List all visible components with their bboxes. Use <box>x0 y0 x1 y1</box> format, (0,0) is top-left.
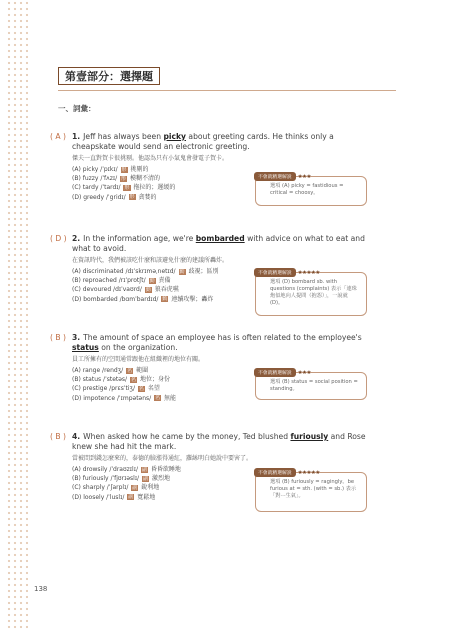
star-rating: ★★★★★ <box>297 269 320 276</box>
subsection-heading: 一、詞彙： <box>58 104 96 113</box>
pos-tag: 形 <box>129 194 135 201</box>
pos-tag: 動 <box>149 277 155 284</box>
question-text: 4. When asked how he came by the money, Ted blushed furiously and Rose knew she had hit the mark. <box>72 432 366 451</box>
translation: 當被問到錢怎麼來的，泰德的臉漲得通紅，蘿絲明白她說中要害了。 <box>72 455 253 462</box>
page-number: 138 <box>34 585 48 593</box>
hint-text: 選項 (B) furiously = ragingly。be furious at = sth. (with = sb.) 表示「對⋯生氣」。 <box>270 479 357 499</box>
hint-text: 選項 (A) picky = fastidious = critical = choosy。 <box>270 183 344 196</box>
star-rating: ★★★★★ <box>297 469 320 476</box>
option-b: (B) furiously /ˈfjʊrɪəslɪ/ 副 激烈地 <box>72 475 170 483</box>
option-b: (B) fuzzy /ˈfʌzɪ/ 形 模糊不清的 <box>72 175 160 183</box>
question-text: 3. The amount of space an employee has is often related to the employee's status on the organization. <box>72 333 362 352</box>
question-number: 3. <box>72 333 81 342</box>
option-a: (A) discriminated /dɪˈskrɪməˌnetɪd/ 動 歧視；區別 <box>72 268 219 275</box>
hint-label: 不會就精選解說 <box>254 468 296 477</box>
option-d: (D) impotence /ˈɪmpətəns/ 名 無能 <box>72 394 177 402</box>
question-text: 1. Jeff has always been picky about greeting cards. He thinks only a cheapskate would send an electronic greeting. <box>72 132 334 151</box>
pos-tag: 動 <box>179 268 185 275</box>
star-rating: ★★★ <box>297 173 311 180</box>
option-a: (A) picky /ˈpɪkɪ/ 形 挑剔的 <box>72 166 149 173</box>
question-text: 2. In the information age, we're bombarded with advice on what to eat and what to avoid. <box>72 234 365 253</box>
pos-tag: 動 <box>162 296 168 303</box>
option-a: (A) range /rendʒ/ 名 範圍 <box>72 367 149 374</box>
translation: 在資訊時代，我們被該吃什麼和該避免什麼的建議所轟炸。 <box>72 257 229 264</box>
pos-tag: 動 <box>145 286 151 293</box>
option-d: (D) greedy /ˈgridɪ/ 形 貪婪的 <box>72 193 157 201</box>
answer-mark: ( D ) <box>50 234 67 243</box>
option-d: (D) bombarded /bɑmˈbardɪd/ 動 連續攻擊；轟炸 <box>72 295 214 303</box>
keyword: picky <box>163 132 186 141</box>
hint-label: 不會就精選解說 <box>254 268 296 277</box>
translation: 傑夫一直對賀卡很挑剔。他認為只有小氣鬼會發電子賀卡。 <box>72 155 229 162</box>
keyword: furiously <box>290 432 329 441</box>
answer-mark: ( B ) <box>50 432 66 441</box>
translation: 員工所擁有的空間通常跟他在組織裡的地位有關。 <box>72 356 205 363</box>
pos-tag: 名 <box>127 367 133 374</box>
pos-tag: 名 <box>138 385 144 392</box>
keyword: status <box>72 343 99 352</box>
hint-label: 不會就精選解說 <box>254 368 296 377</box>
hint-box <box>255 469 367 512</box>
keyword: bombarded <box>195 234 245 243</box>
section-title: 第壹部分：選擇題 <box>58 67 160 85</box>
option-b: (B) reproached /rɪˈprotʃt/ 動 責備 <box>72 277 171 285</box>
hint-box <box>255 269 367 316</box>
hint-label: 不會就精選解說 <box>254 172 296 181</box>
pos-tag: 副 <box>132 484 138 491</box>
pos-tag: 形 <box>121 166 127 173</box>
option-a: (A) drowsily /ˈdraʊzɪlɪ/ 副 昏昏欲睡地 <box>72 466 181 473</box>
pos-tag: 形 <box>121 175 127 182</box>
option-b: (B) status /ˈstetəs/ 名 地位；身份 <box>72 376 170 384</box>
option-c: (C) sharply /ˈʃarplɪ/ 副 銳利地 <box>72 484 160 492</box>
hint-text: 選項 (B) status = social position = standing。 <box>270 379 358 392</box>
question-number: 1. <box>72 132 81 141</box>
star-rating: ★★★ <box>297 369 311 376</box>
pos-tag: 副 <box>141 466 147 473</box>
answer-mark: ( A ) <box>50 132 66 141</box>
pos-tag: 副 <box>143 475 149 482</box>
question-number: 4. <box>72 432 81 441</box>
option-c: (C) tardy /ˈtardɪ/ 形 拖拉的；遲緩的 <box>72 184 176 192</box>
option-c: (C) prestige /prɛsˈtiʒ/ 名 名望 <box>72 385 160 393</box>
question-number: 2. <box>72 234 81 243</box>
option-c: (C) devoured /dɪˈvaʊrd/ 動 狼吞虎嚥 <box>72 286 179 294</box>
pos-tag: 形 <box>124 184 130 191</box>
hint-box <box>255 369 367 400</box>
pos-tag: 副 <box>128 494 134 501</box>
answer-mark: ( B ) <box>50 333 66 342</box>
option-d: (D) loosely /ˈluslɪ/ 副 寬鬆地 <box>72 493 156 501</box>
hint-text: 選項 (D) bombard sb. with questions (complaints) 表示「連珠炮似地向人提問（抱怨）」，一說就(D)。 <box>270 279 357 306</box>
pos-tag: 名 <box>131 376 137 383</box>
section-divider <box>58 90 396 91</box>
hint-box <box>255 173 367 206</box>
pos-tag: 名 <box>155 395 161 402</box>
